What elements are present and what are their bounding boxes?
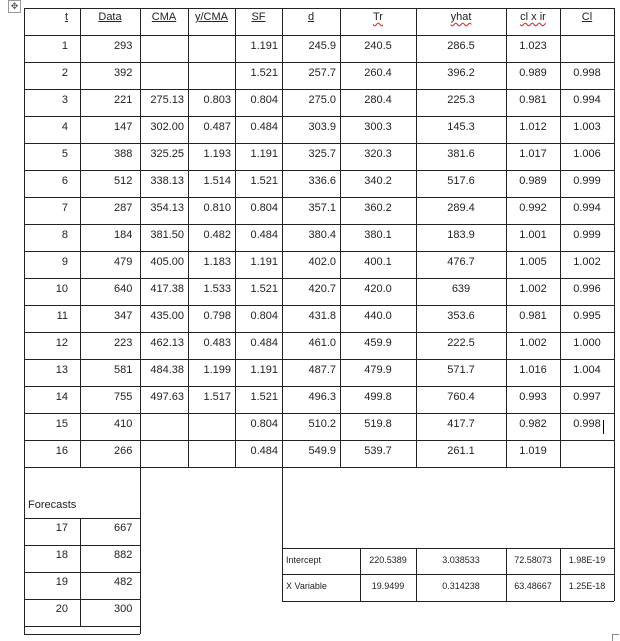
table-cell-r13-c9: 1.004 bbox=[573, 364, 601, 376]
regression-cell-r0-c2: 3.038533 bbox=[442, 555, 480, 565]
table-cell-r10-c4: 1.521 bbox=[250, 283, 278, 295]
table-cell-r7-c7: 289.4 bbox=[447, 202, 475, 214]
table-cell-r12-c8: 1.002 bbox=[519, 337, 547, 349]
table-cell-r14-c3: 1.517 bbox=[203, 391, 231, 403]
table-cell-r11-c8: 0.981 bbox=[519, 310, 547, 322]
table-cell-r13-c2: 484.38 bbox=[150, 364, 184, 376]
table-cell-r4-c5: 303.9 bbox=[308, 121, 336, 133]
table-cell-r3-c5: 275.0 bbox=[308, 94, 336, 106]
table-cell-r9-c8: 1.005 bbox=[519, 256, 547, 268]
table-cell-r12-c9: 1.000 bbox=[573, 337, 601, 349]
table-cell-r12-c4: 0.484 bbox=[250, 337, 278, 349]
table-cell-r5-c7: 381.6 bbox=[447, 148, 475, 160]
table-cell-r4-c9: 1.003 bbox=[573, 121, 601, 133]
table-cell-r4-c1: 147 bbox=[114, 121, 133, 133]
regression-cell-r1-c1: 19.9499 bbox=[371, 581, 405, 591]
table-cell-r10-c8: 1.002 bbox=[519, 283, 547, 295]
regression-column-divider bbox=[614, 548, 615, 601]
table-cell-r11-c4: 0.804 bbox=[250, 310, 278, 322]
table-cell-r14-c5: 496.3 bbox=[308, 391, 336, 403]
table-cell-r1-c5: 245.9 bbox=[308, 40, 336, 52]
table-cell-r9-c3: 1.183 bbox=[203, 256, 231, 268]
table-move-handle[interactable]: ✥ bbox=[8, 0, 21, 13]
table-cell-r9-c6: 400.1 bbox=[364, 256, 392, 268]
column-header-0: t bbox=[64, 11, 68, 23]
table-cell-r13-c5: 487.7 bbox=[308, 364, 336, 376]
table-cell-r15-c6: 519.8 bbox=[364, 418, 392, 430]
forecast-period: 19 bbox=[55, 576, 68, 588]
table-cell-r12-c1: 223 bbox=[114, 337, 133, 349]
forecast-value: 482 bbox=[114, 576, 133, 588]
forecast-border bbox=[24, 626, 25, 634]
table-cell-r14-c6: 499.8 bbox=[364, 391, 392, 403]
table-cell-r10-c0: 10 bbox=[55, 283, 68, 295]
regression-border bbox=[614, 467, 615, 548]
table-cell-r1-c3 bbox=[188, 35, 235, 62]
table-cell-r15-c5: 510.2 bbox=[308, 418, 336, 430]
table-cell-r16-c4: 0.484 bbox=[250, 445, 278, 457]
table-cell-r9-c9: 1.002 bbox=[573, 256, 601, 268]
table-cell-r2-c5: 257.7 bbox=[308, 67, 336, 79]
forecast-value: 667 bbox=[114, 522, 133, 534]
column-header-5: d bbox=[307, 11, 315, 23]
table-cell-r2-c0: 2 bbox=[61, 67, 68, 79]
table-cell-r9-c4: 1.191 bbox=[250, 256, 278, 268]
table-cell-r10-c5: 420.7 bbox=[308, 283, 336, 295]
table-cell-r4-c4: 0.484 bbox=[250, 121, 278, 133]
table-cell-r6-c4: 1.521 bbox=[250, 175, 278, 187]
column-header-7: yhat bbox=[450, 11, 472, 23]
table-cell-r2-c8: 0.989 bbox=[519, 67, 547, 79]
table-cell-r15-c8: 0.982 bbox=[519, 418, 547, 430]
regression-row-divider bbox=[282, 601, 614, 602]
table-cell-r6-c1: 512 bbox=[114, 175, 133, 187]
table-cell-r9-c0: 9 bbox=[61, 256, 68, 268]
table-cell-r11-c3: 0.798 bbox=[203, 310, 231, 322]
table-cell-r6-c2: 338.13 bbox=[150, 175, 184, 187]
table-cell-r13-c0: 13 bbox=[55, 364, 68, 376]
table-cell-r2-c4: 1.521 bbox=[250, 67, 278, 79]
forecast-period: 17 bbox=[55, 522, 68, 534]
forecast-value: 882 bbox=[114, 549, 133, 561]
table-cell-r16-c6: 539.7 bbox=[364, 445, 392, 457]
table-cell-r11-c0: 11 bbox=[56, 310, 68, 322]
table-cell-r13-c4: 1.191 bbox=[250, 364, 278, 376]
table-cell-r14-c9: 0.997 bbox=[573, 391, 601, 403]
forecast-bottom bbox=[24, 634, 140, 635]
table-cell-r9-c2: 405.00 bbox=[150, 256, 184, 268]
table-cell-r14-c2: 497.63 bbox=[150, 391, 184, 403]
table-cell-r9-c1: 479 bbox=[114, 256, 133, 268]
column-header-9: Cl bbox=[581, 11, 593, 23]
table-cell-r3-c3: 0.803 bbox=[203, 94, 231, 106]
column-header-3: y/CMA bbox=[195, 11, 228, 23]
table-cell-r16-c2 bbox=[140, 440, 188, 467]
table-cell-r14-c4: 1.521 bbox=[250, 391, 278, 403]
table-cell-r5-c1: 388 bbox=[114, 148, 133, 160]
table-cell-r7-c3: 0.810 bbox=[203, 202, 231, 214]
table-cell-r3-c2: 275.13 bbox=[150, 94, 184, 106]
table-cell-r7-c1: 287 bbox=[114, 202, 133, 214]
table-cell-r12-c3: 0.483 bbox=[203, 337, 231, 349]
table-cell-r12-c7: 222.5 bbox=[447, 337, 475, 349]
table-cell-r16-c9 bbox=[560, 440, 614, 467]
table-cell-r7-c6: 360.2 bbox=[364, 202, 392, 214]
table-cell-r4-c6: 300.3 bbox=[364, 121, 392, 133]
table-cell-r13-c1: 581 bbox=[114, 364, 133, 376]
table-cell-r4-c0: 4 bbox=[61, 121, 68, 133]
table-cell-r3-c8: 0.981 bbox=[519, 94, 547, 106]
table-cell-r10-c3: 1.533 bbox=[203, 283, 231, 295]
table-cell-r1-c4: 1.191 bbox=[250, 40, 278, 52]
table-cell-r8-c2: 381.50 bbox=[150, 229, 184, 241]
regression-cell-r1-c4: 1.25E-18 bbox=[568, 581, 606, 591]
table-cell-r11-c1: 347 bbox=[114, 310, 133, 322]
table-cell-r7-c2: 354.13 bbox=[150, 202, 184, 214]
table-cell-r5-c4: 1.191 bbox=[250, 148, 278, 160]
table-cell-r2-c6: 260.4 bbox=[364, 67, 392, 79]
table-cell-r5-c6: 320.3 bbox=[364, 148, 392, 160]
table-cell-r14-c1: 755 bbox=[114, 391, 133, 403]
table-cell-r16-c8: 1.019 bbox=[519, 445, 547, 457]
table-cell-r3-c7: 225.3 bbox=[447, 94, 475, 106]
table-row-divider bbox=[24, 467, 614, 468]
text-cursor bbox=[603, 420, 604, 434]
table-column-divider bbox=[614, 8, 615, 467]
table-cell-r13-c3: 1.199 bbox=[203, 364, 231, 376]
table-cell-r1-c6: 240.5 bbox=[364, 40, 392, 52]
table-cell-r8-c5: 380.4 bbox=[308, 229, 336, 241]
table-cell-r7-c5: 357.1 bbox=[308, 202, 336, 214]
forecast-border bbox=[140, 467, 141, 626]
column-header-1: Data bbox=[98, 11, 122, 23]
table-cell-r4-c2: 302.00 bbox=[150, 121, 184, 133]
table-cell-r7-c4: 0.804 bbox=[250, 202, 278, 214]
table-cell-r15-c0: 15 bbox=[55, 418, 68, 430]
table-cell-r15-c9: 0.998 bbox=[573, 418, 601, 430]
table-cell-r5-c5: 325.7 bbox=[308, 148, 336, 160]
table-cell-r1-c0: 1 bbox=[61, 40, 68, 52]
table-cell-r3-c1: 221 bbox=[114, 94, 133, 106]
table-cell-r9-c7: 476.7 bbox=[447, 256, 475, 268]
table-cell-r8-c6: 380.1 bbox=[364, 229, 392, 241]
table-cell-r8-c0: 8 bbox=[61, 229, 68, 241]
table-cell-r6-c3: 1.514 bbox=[203, 175, 231, 187]
table-cell-r1-c9 bbox=[560, 35, 614, 62]
table-cell-r6-c9: 0.999 bbox=[573, 175, 601, 187]
table-cell-r7-c8: 0.992 bbox=[519, 202, 547, 214]
table-cell-r14-c8: 0.993 bbox=[519, 391, 547, 403]
regression-cell-r1-c0: X Variable bbox=[286, 581, 327, 591]
table-cell-r10-c2: 417.38 bbox=[150, 283, 184, 295]
table-cell-r15-c2 bbox=[140, 413, 188, 440]
table-cell-r5-c9: 1.006 bbox=[573, 148, 601, 160]
column-header-4: SF bbox=[251, 11, 266, 23]
forecasts-label: Forecasts bbox=[28, 499, 77, 511]
table-cell-r11-c6: 440.0 bbox=[364, 310, 392, 322]
regression-cell-r1-c3: 63.48667 bbox=[514, 581, 552, 591]
table-cell-r5-c8: 1.017 bbox=[519, 148, 547, 160]
table-cell-r6-c6: 340.2 bbox=[364, 175, 392, 187]
table-cell-r3-c6: 280.4 bbox=[364, 94, 392, 106]
forecast-value: 300 bbox=[114, 603, 133, 615]
table-cell-r8-c9: 0.999 bbox=[573, 229, 601, 241]
table-cell-r4-c8: 1.012 bbox=[519, 121, 547, 133]
table-cell-r10-c1: 640 bbox=[114, 283, 133, 295]
table-cell-r2-c1: 392 bbox=[114, 67, 133, 79]
regression-cell-r0-c1: 220.5389 bbox=[369, 555, 407, 565]
table-cell-r14-c7: 760.4 bbox=[447, 391, 475, 403]
column-header-6: Tr bbox=[373, 11, 383, 23]
forecast-period: 18 bbox=[55, 549, 68, 561]
table-cell-r16-c0: 16 bbox=[55, 445, 68, 457]
table-cell-r11-c2: 435.00 bbox=[150, 310, 184, 322]
regression-cell-r0-c4: 1.98E-19 bbox=[568, 555, 606, 565]
table-cell-r5-c0: 5 bbox=[61, 148, 68, 160]
table-cell-r15-c3 bbox=[188, 413, 235, 440]
table-cell-r5-c3: 1.193 bbox=[203, 148, 231, 160]
table-cell-r14-c0: 14 bbox=[55, 391, 68, 403]
table-cell-r3-c9: 0.994 bbox=[573, 94, 601, 106]
table-cell-r16-c7: 261.1 bbox=[447, 445, 475, 457]
column-header-2: CMA bbox=[151, 11, 177, 23]
table-cell-r10-c9: 0.996 bbox=[573, 283, 601, 295]
table-cell-r3-c0: 3 bbox=[61, 94, 68, 106]
forecast-border bbox=[140, 626, 141, 634]
regression-cell-r1-c2: 0.314238 bbox=[442, 581, 480, 591]
table-cell-r10-c7: 639 bbox=[451, 283, 471, 295]
table-cell-r2-c7: 396.2 bbox=[447, 67, 475, 79]
table-cell-r8-c1: 184 bbox=[114, 229, 133, 241]
table-cell-r12-c5: 461.0 bbox=[308, 337, 336, 349]
table-cell-r9-c5: 402.0 bbox=[308, 256, 336, 268]
table-cell-r15-c4: 0.804 bbox=[250, 418, 278, 430]
table-cell-r8-c8: 1.001 bbox=[519, 229, 547, 241]
table-cell-r2-c3 bbox=[188, 62, 235, 89]
table-cell-r11-c9: 0.995 bbox=[573, 310, 601, 322]
table-cell-r12-c0: 12 bbox=[55, 337, 68, 349]
table-cell-r3-c4: 0.804 bbox=[250, 94, 278, 106]
table-cell-r16-c5: 549.9 bbox=[308, 445, 336, 457]
regression-cell-r0-c0: Intercept bbox=[286, 555, 322, 565]
table-cell-r1-c7: 286.5 bbox=[447, 40, 475, 52]
table-cell-r11-c7: 353.6 bbox=[447, 310, 475, 322]
table-cell-r15-c7: 417.7 bbox=[447, 418, 475, 430]
table-cell-r12-c6: 459.9 bbox=[364, 337, 392, 349]
table-cell-r2-c9: 0.998 bbox=[573, 67, 601, 79]
regression-cell-r0-c3: 72.58073 bbox=[514, 555, 552, 565]
forecast-row-divider bbox=[24, 626, 140, 627]
table-cell-r11-c5: 431.8 bbox=[308, 310, 336, 322]
table-cell-r10-c6: 420.0 bbox=[364, 283, 392, 295]
column-header-8: cl x ir bbox=[520, 11, 546, 23]
table-cell-r6-c0: 6 bbox=[61, 175, 68, 187]
table-cell-r13-c7: 571.7 bbox=[447, 364, 475, 376]
table-cell-r16-c1: 266 bbox=[114, 445, 133, 457]
table-cell-r2-c2 bbox=[140, 62, 188, 89]
table-cell-r8-c7: 183.9 bbox=[447, 229, 475, 241]
table-cell-r12-c2: 462.13 bbox=[150, 337, 184, 349]
table-cell-r15-c1: 410 bbox=[114, 418, 133, 430]
table-cell-r13-c6: 479.9 bbox=[364, 364, 392, 376]
table-cell-r1-c2 bbox=[140, 35, 188, 62]
table-cell-r7-c0: 7 bbox=[61, 202, 68, 214]
table-cell-r5-c2: 325.25 bbox=[150, 148, 184, 160]
table-cell-r6-c8: 0.989 bbox=[519, 175, 547, 187]
table-cell-r1-c8: 1.023 bbox=[519, 40, 547, 52]
table-cell-r16-c3 bbox=[188, 440, 235, 467]
forecast-period: 20 bbox=[55, 603, 68, 615]
table-cell-r8-c4: 0.484 bbox=[250, 229, 278, 241]
table-cell-r1-c1: 293 bbox=[114, 40, 133, 52]
table-cell-r7-c9: 0.994 bbox=[573, 202, 601, 214]
table-cell-r6-c7: 517.6 bbox=[447, 175, 475, 187]
table-cell-r6-c5: 336.6 bbox=[308, 175, 336, 187]
table-cell-r4-c7: 145.3 bbox=[447, 121, 475, 133]
table-cell-r4-c3: 0.487 bbox=[203, 121, 231, 133]
table-cell-r8-c3: 0.482 bbox=[203, 229, 231, 241]
table-cell-r13-c8: 1.016 bbox=[519, 364, 547, 376]
